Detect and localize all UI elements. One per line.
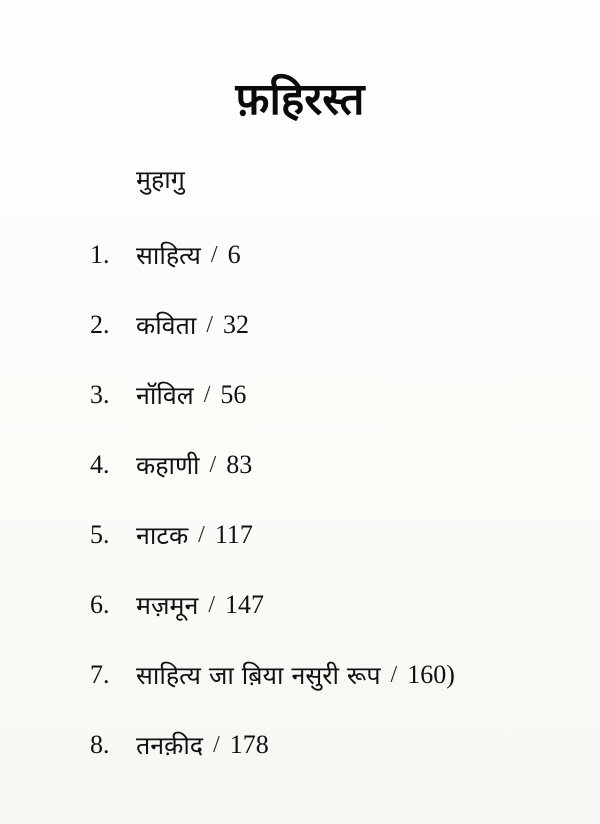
toc-entry-separator: /: [210, 241, 218, 268]
toc-entry-title: नॉविल: [136, 381, 194, 410]
toc-entry-separator: /: [206, 311, 213, 338]
toc-entry-title: कविता: [136, 311, 197, 340]
toc-entry-number: 2.: [90, 310, 110, 339]
toc-entry-page: 83: [226, 450, 253, 479]
toc-entry-number: 5.: [90, 520, 110, 549]
page-title: फ़हिरस्त: [235, 74, 365, 125]
toc-entry-title: नाटक: [136, 521, 189, 550]
toc-entry: [90, 570, 455, 640]
toc-entry-page: 147: [225, 590, 264, 619]
toc-entry-page: 32: [222, 310, 249, 339]
toc-entry: [90, 220, 455, 290]
toc-entry: [90, 360, 455, 430]
toc-entry-page: 178: [229, 730, 269, 759]
toc-entry-page: 117: [214, 520, 253, 549]
toc-entry-separator: /: [209, 451, 217, 478]
toc-entry-separator: /: [213, 731, 220, 758]
toc-entry-page: 6: [227, 240, 241, 269]
toc-entry: [90, 500, 455, 570]
toc-entry-number: 1.: [90, 240, 110, 269]
toc-entry: [90, 710, 455, 780]
toc-entry-number: 4.: [90, 450, 110, 479]
toc-entry: [90, 290, 455, 360]
toc-entry-number: 6.: [90, 590, 110, 619]
toc-entry-title: साहित्य जा ब़िया नसुरी रूप: [136, 661, 381, 690]
toc-entry-separator: /: [198, 521, 205, 548]
toc-entry: [90, 640, 455, 710]
toc-entry-trailing-mark: ): [446, 660, 455, 689]
toc-entry-number: 3.: [90, 380, 110, 409]
toc-entry-title: तनक़ीद: [136, 731, 204, 760]
toc-entry: [90, 430, 455, 500]
toc-entry-title: कहाणी: [136, 451, 200, 480]
toc-entry-number: 7.: [90, 660, 110, 689]
toc-entry-title: साहित्य: [136, 241, 201, 270]
toc-entry-separator: /: [203, 381, 211, 408]
toc-entry-separator: /: [208, 591, 215, 618]
toc-entry-separator: /: [390, 661, 398, 688]
intro-heading: मुहागु: [136, 165, 185, 194]
table-of-contents: [90, 220, 455, 780]
toc-entry-number: 8.: [90, 730, 110, 759]
toc-entry-title: मज़मून: [136, 591, 199, 620]
toc-entry-page: 56: [220, 380, 247, 409]
toc-entry-page: 160: [407, 660, 447, 689]
